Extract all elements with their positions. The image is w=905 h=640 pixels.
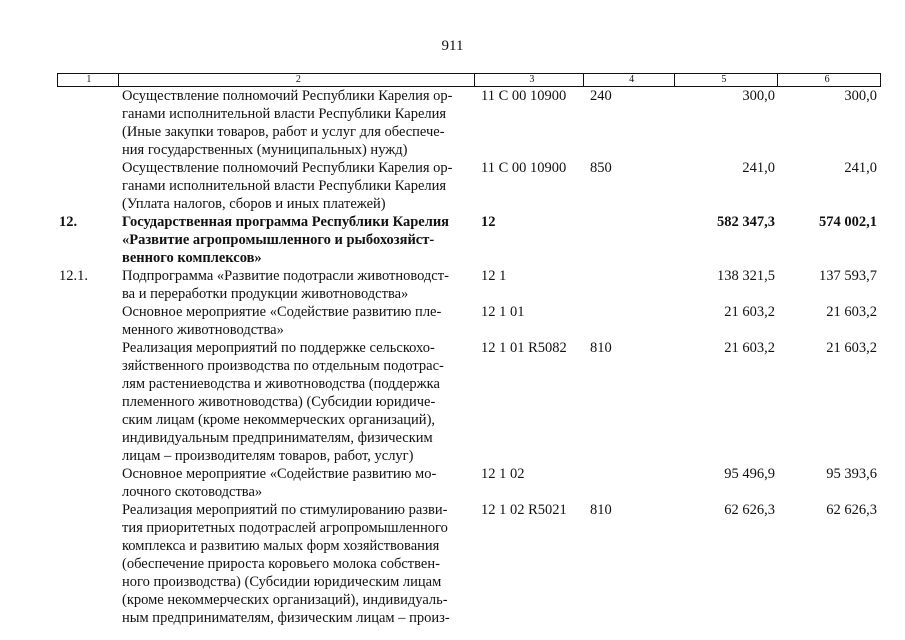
amount-year-2: 137 593,7 xyxy=(819,268,877,284)
description-line: комплекса и развитию малых форм хозяйствования xyxy=(122,538,440,554)
row-description xyxy=(118,465,475,501)
row-number: 12. xyxy=(59,214,78,230)
column-header-4: 4 xyxy=(584,74,675,86)
budget-table xyxy=(57,73,881,627)
description-line: менного животноводства» xyxy=(122,322,284,338)
amount-year-2: 21 603,2 xyxy=(826,340,877,356)
target-article-code: 12 1 01 xyxy=(481,304,525,320)
row-description xyxy=(118,213,475,267)
description-line: лицам – производителям товаров, работ, услуг) xyxy=(122,448,414,464)
table-row xyxy=(57,303,881,339)
description-line: Осуществление полномочий Республики Карелия ор- xyxy=(122,160,453,176)
table-row xyxy=(57,465,881,501)
description-line: ным предпринимателям, физическим лицам – произ- xyxy=(122,610,450,626)
column-header-6: 6 xyxy=(824,74,830,85)
target-article-code: 11 С 00 10900 xyxy=(481,88,567,104)
amount-year-1: 582 347,3 xyxy=(717,214,775,230)
description-line: ного производства) (Субсидии юридическим лицам xyxy=(122,574,442,590)
amount-year-1: 21 603,2 xyxy=(724,304,775,320)
column-number-header xyxy=(57,73,881,87)
description-line: лям растениеводства и животноводства (поддержка xyxy=(122,376,440,392)
table-row xyxy=(57,213,881,267)
column-header-5: 5 xyxy=(675,74,779,86)
row-description xyxy=(118,159,475,213)
expense-type-code: 810 xyxy=(590,340,612,356)
description-line: индивидуальным предпринимателям, физическим xyxy=(122,430,433,446)
description-line: «Развитие агропромышленного и рыбохозяйст- xyxy=(122,232,435,248)
amount-year-2: 21 603,2 xyxy=(826,304,877,320)
amount-year-1: 300,0 xyxy=(742,88,775,104)
description-line: Подпрограмма «Развитие подотрасли животноводст- xyxy=(122,268,449,284)
amount-year-1: 241,0 xyxy=(742,160,775,176)
description-line: тия приоритетных подотраслей агропромышленного xyxy=(122,520,448,536)
amount-year-1: 95 496,9 xyxy=(724,466,775,482)
row-description xyxy=(118,303,475,339)
amount-year-2: 62 626,3 xyxy=(826,502,877,518)
table-body xyxy=(57,87,881,627)
description-line: (Иные закупки товаров, работ и услуг для обеспече- xyxy=(122,124,445,140)
target-article-code: 12 1 xyxy=(481,268,507,284)
expense-type-code: 850 xyxy=(590,160,612,176)
target-article-code: 12 xyxy=(481,214,496,230)
row-description xyxy=(118,501,475,627)
description-line: Основное мероприятие «Содействие развитию мо- xyxy=(122,466,437,482)
column-header-2: 2 xyxy=(119,74,475,86)
column-header-3: 3 xyxy=(475,74,584,86)
amount-year-2: 95 393,6 xyxy=(826,466,877,482)
description-line: ским лицам (кроме некоммерческих организаций), xyxy=(122,412,436,428)
amount-year-2: 241,0 xyxy=(844,160,877,176)
row-number: 12.1. xyxy=(59,268,88,284)
description-line: лочного скотоводства» xyxy=(122,484,263,500)
table-row xyxy=(57,339,881,465)
amount-year-1: 21 603,2 xyxy=(724,340,775,356)
table-row xyxy=(57,501,881,627)
amount-year-1: 138 321,5 xyxy=(717,268,775,284)
column-header-1: 1 xyxy=(58,74,119,86)
page-number: 911 xyxy=(441,38,464,54)
amount-year-2: 300,0 xyxy=(844,88,877,104)
table-row xyxy=(57,267,881,303)
description-line: ния государственных (муниципальных) нужд) xyxy=(122,142,408,158)
description-line: Реализация мероприятий по поддержке сельскохо- xyxy=(122,340,435,356)
target-article-code: 12 1 02 xyxy=(481,466,525,482)
expense-type-code: 240 xyxy=(590,88,612,104)
description-line: ганами исполнительной власти Республики Карелия xyxy=(122,106,447,122)
row-description xyxy=(118,87,475,159)
row-description xyxy=(118,267,475,303)
description-line: Государственная программа Республики Карелия xyxy=(122,214,450,230)
description-line: Основное мероприятие «Содействие развитию пле- xyxy=(122,304,442,320)
amount-year-1: 62 626,3 xyxy=(724,502,775,518)
description-line: ганами исполнительной власти Республики Карелия xyxy=(122,178,447,194)
expense-type-code: 810 xyxy=(590,502,612,518)
description-line: венного комплексов» xyxy=(122,250,262,266)
description-line: (обеспечение прироста коровьего молока собствен- xyxy=(122,556,440,572)
description-line: зяйственного производства по отдельным подотрас- xyxy=(122,358,444,374)
table-row xyxy=(57,159,881,213)
amount-year-2: 574 002,1 xyxy=(819,214,877,230)
description-line: племенного животноводства) (Субсидии юридиче- xyxy=(122,394,436,410)
target-article-code: 12 1 01 R5082 xyxy=(481,340,567,356)
row-description xyxy=(118,339,475,465)
description-line: (кроме некоммерческих организаций), индивидуаль- xyxy=(122,592,448,608)
description-line: ва и переработки продукции животноводства» xyxy=(122,286,409,302)
description-line: Реализация мероприятий по стимулированию разви- xyxy=(122,502,448,518)
description-line: (Уплата налогов, сборов и иных платежей) xyxy=(122,196,386,212)
table-row xyxy=(57,87,881,159)
description-line: Осуществление полномочий Республики Карелия ор- xyxy=(122,88,453,104)
target-article-code: 11 С 00 10900 xyxy=(481,160,567,176)
target-article-code: 12 1 02 R5021 xyxy=(481,502,567,518)
